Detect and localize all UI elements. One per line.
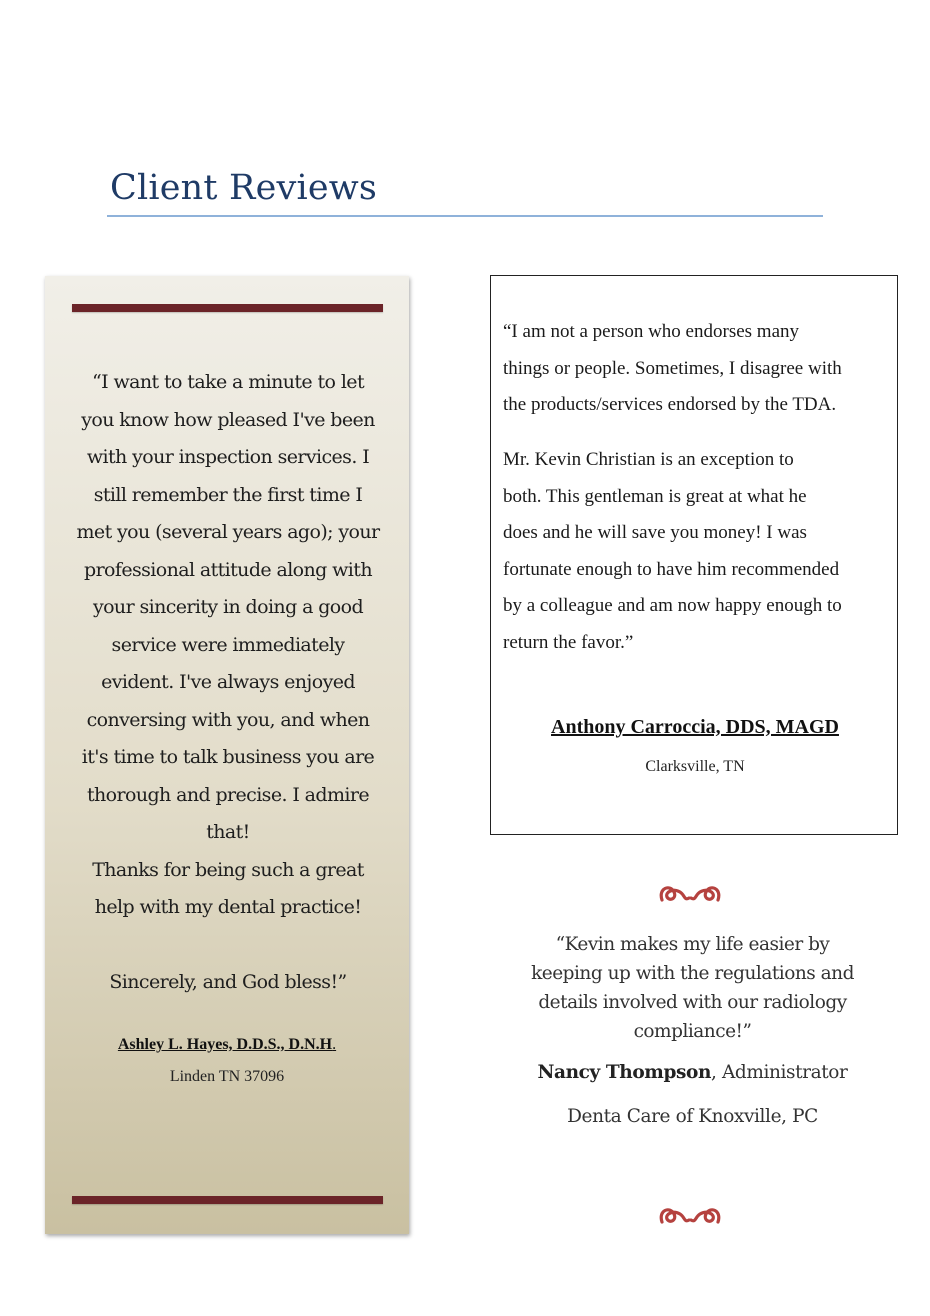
flourish-icon bbox=[640, 878, 740, 908]
sidebar-signature-name: Ashley L. Hayes, D.D.S., D.N.H bbox=[117, 1036, 333, 1053]
second-review-organization: Denta Care of Knoxville, PC bbox=[567, 1106, 818, 1127]
page-title: Client Reviews bbox=[110, 168, 378, 208]
second-review-name: Nancy Thompson bbox=[537, 1062, 711, 1083]
flourish-icon bbox=[640, 1200, 740, 1230]
boxed-quote-paragraph-1: “I am not a person who endorses many things or people. Sometimes, I disagree with the products/services endorsed by the TDA. bbox=[503, 321, 842, 415]
boxed-quote-paragraph-2: Mr. Kevin Christian is an exception to both. This gentleman is great at what he does and he will save you money! I was fortunate enough to have him recommended by a colleague and am now happy enough to return the favor.” bbox=[503, 449, 842, 653]
top-accent-bar bbox=[72, 304, 383, 312]
boxed-testimonial bbox=[490, 275, 898, 835]
boxed-location: Clarksville, TN bbox=[645, 758, 745, 775]
second-review-role: , Administrator bbox=[711, 1062, 848, 1083]
sidebar-location: Linden TN 37096 bbox=[169, 1068, 285, 1085]
boxed-signature: Anthony Carroccia, DDS, MAGD bbox=[551, 716, 839, 738]
second-quote-text: “Kevin makes my life easier by keeping up with the regulations and details involved with our radiology compliance!” bbox=[531, 934, 854, 1042]
sidebar-quote-text: “I want to take a minute to let you know how pleased I've been with your inspection services. I still remember the first time I met you (several years ago); your professional attitude along with your sincerity in doing a good service were immediately evident. I've always enjoyed conversing with you, and when it's time to talk business you are thorough and precise. I admire that! Thanks for being such a great help with my dental practice! Sincerely, and God bless!” bbox=[76, 371, 380, 993]
title-underline bbox=[107, 215, 823, 217]
sidebar-signature-suffix: . bbox=[332, 1036, 337, 1053]
second-review-person bbox=[515, 1062, 870, 1083]
sidebar-testimonial bbox=[45, 276, 409, 1234]
sidebar-signature bbox=[45, 1036, 409, 1054]
bottom-accent-bar bbox=[72, 1196, 383, 1204]
